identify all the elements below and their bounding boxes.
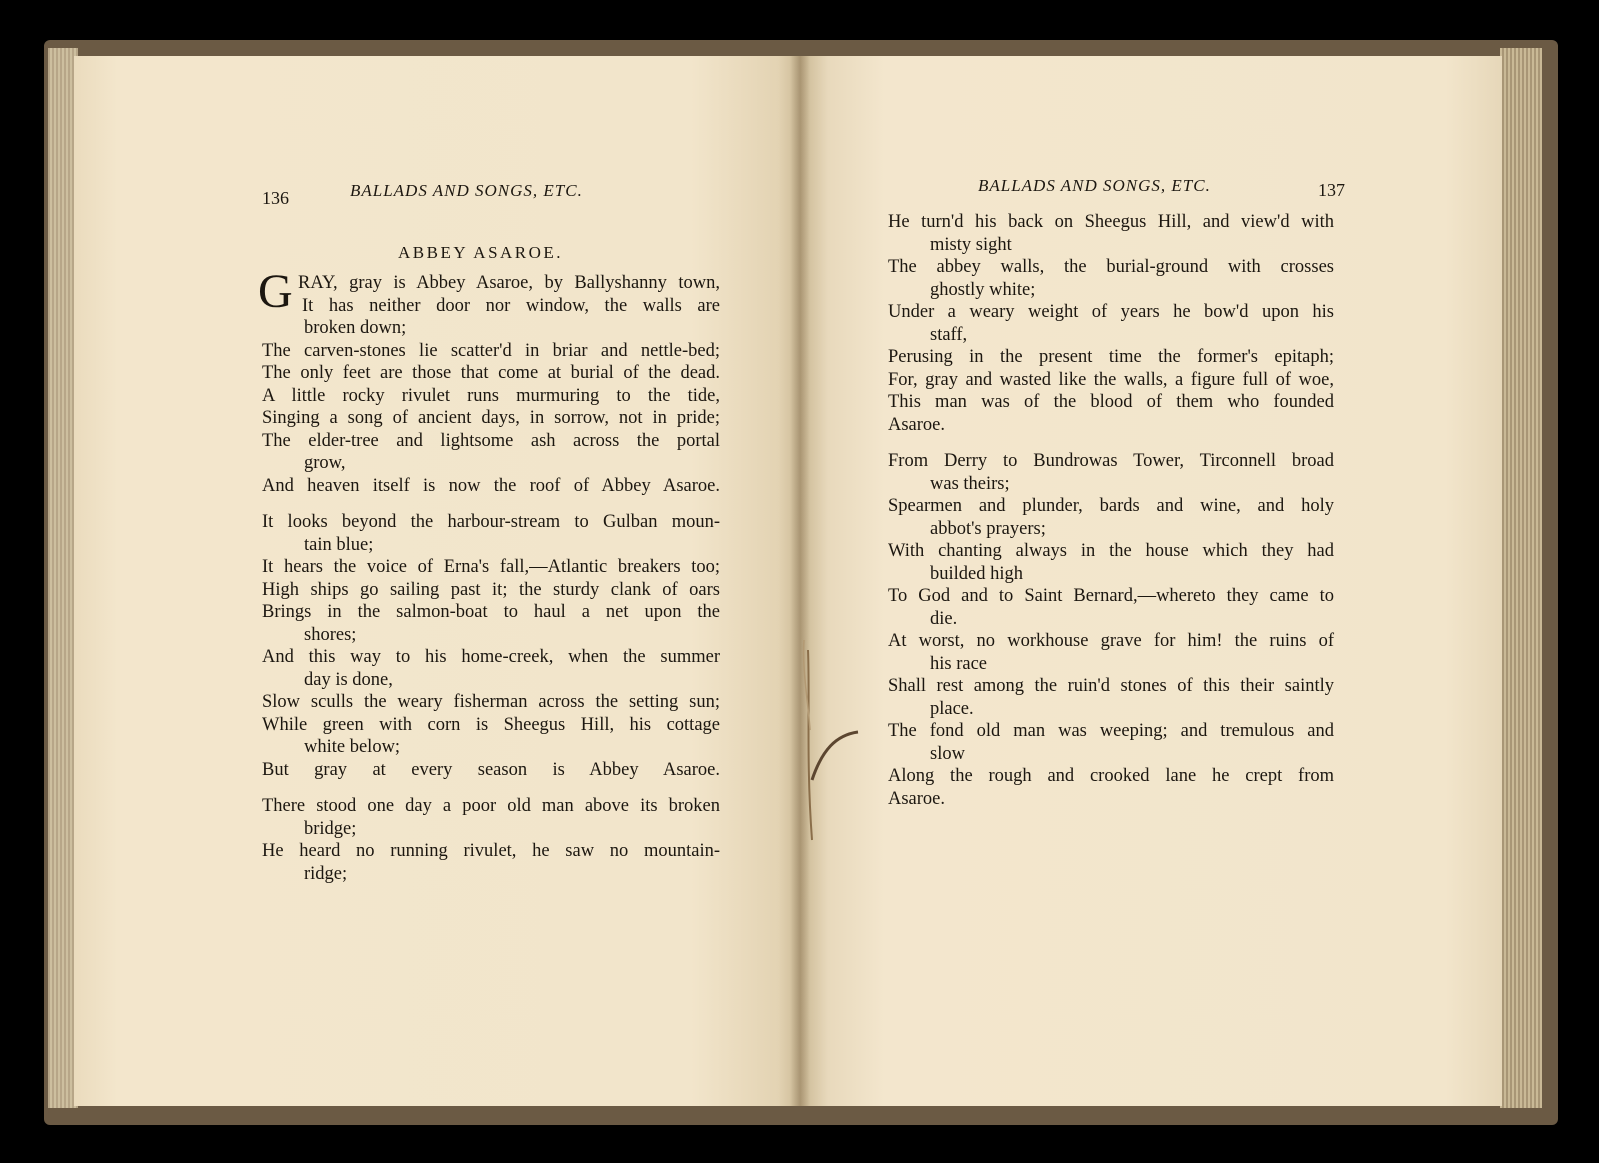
poem-line: Spearmen and plunder, bards and wine, and holy xyxy=(888,496,1334,516)
poem-line: While green with corn is Sheegus Hill, his cottage xyxy=(262,714,720,735)
poem-title: ABBEY ASAROE. xyxy=(398,243,564,262)
running-header-right: BALLADS AND SONGS, ETC. xyxy=(978,176,1211,195)
poem-line: The carven-stones lie scatter'd in briar and nettle-bed; xyxy=(262,340,720,361)
drop-cap: G xyxy=(258,265,293,318)
poem-line: Shall rest among the ruin'd stones of this their saintly xyxy=(888,676,1334,696)
right-poem-text xyxy=(888,211,1334,810)
poem-line: ridge; xyxy=(304,863,348,884)
poem-line: Brings in the salmon-boat to haul a net upon the xyxy=(262,602,720,622)
poem-line: Perusing in the present time the former's epitaph; xyxy=(888,347,1334,367)
poem-line: tain blue; xyxy=(304,534,374,555)
poem-line: bridge; xyxy=(304,818,357,839)
page-edges-right xyxy=(1500,48,1542,1108)
poem-line: ghostly white; xyxy=(930,279,1036,300)
stanza-gap xyxy=(262,497,720,511)
poem-line: Asaroe. xyxy=(888,414,946,435)
poem-line: A little rocky rivulet runs murmuring to the tide, xyxy=(262,385,720,406)
poem-line: broken down; xyxy=(304,318,407,338)
page-number-left: 136 xyxy=(262,188,289,208)
poem-line: There stood one day a poor old man above its broken xyxy=(262,796,720,816)
pressed-stem xyxy=(800,640,860,850)
poem-line: High ships go sailing past it; the sturdy clank of oars xyxy=(262,579,720,600)
book-gutter xyxy=(790,56,810,1106)
poem-line: It hears the voice of Erna's fall,—Atlantic breakers too; xyxy=(262,557,720,577)
poem-line: And heaven itself is now the roof of Abbey Asaroe. xyxy=(262,475,720,496)
stanza-gap xyxy=(262,781,720,795)
poem-line: It has neither door nor window, the walls are xyxy=(302,295,720,316)
page-number-right: 137 xyxy=(1318,180,1345,200)
poem-line: This man was of the blood of them who founded xyxy=(888,392,1334,412)
left-poem-text xyxy=(258,265,720,885)
poem-line: And this way to his home-creek, when the summer xyxy=(262,647,720,667)
poem-line: To God and to Saint Bernard,—whereto they came to xyxy=(888,586,1334,606)
poem-line: shores; xyxy=(304,624,357,645)
stanza-gap xyxy=(888,436,1334,450)
poem-line: The fond old man was weeping; and tremulous and xyxy=(888,721,1334,741)
poem-line: Slow sculls the weary fisherman across the setting sun; xyxy=(262,692,720,712)
poem-line: He turn'd his back on Sheegus Hill, and view'd with xyxy=(888,212,1334,232)
poem-line: From Derry to Bundrowas Tower, Tirconnell broad xyxy=(888,451,1334,471)
poem-line: But gray at every season is Abbey Asaroe. xyxy=(262,759,720,780)
poem-line: At worst, no workhouse grave for him! the ruins of xyxy=(888,631,1334,651)
poem-line: The elder-tree and lightsome ash across the portal xyxy=(262,430,720,451)
poem-line: day is done, xyxy=(304,669,393,690)
poem-line: his race xyxy=(930,653,988,674)
poem-line: die. xyxy=(930,608,958,629)
poem-line: Singing a song of ancient days, in sorrow, not in pride; xyxy=(262,408,720,428)
poem-line: The abbey walls, the burial-ground with crosses xyxy=(888,257,1334,277)
poem-line: Under a weary weight of years he bow'd upon his xyxy=(888,302,1334,322)
poem-line: Asaroe. xyxy=(888,788,946,809)
poem-line: He heard no running rivulet, he saw no mountain- xyxy=(262,841,720,861)
poem-line: white below; xyxy=(304,737,401,757)
poem-line: abbot's prayers; xyxy=(930,518,1046,539)
poem-line: With chanting always in the house which they had xyxy=(888,541,1334,561)
poem-line: It looks beyond the harbour-stream to Gulban moun- xyxy=(262,512,720,532)
poem-line: was theirs; xyxy=(930,473,1010,494)
poem-line: RAY, gray is Abbey Asaroe, by Ballyshanny town, xyxy=(298,273,720,293)
running-header-left: BALLADS AND SONGS, ETC. xyxy=(350,181,583,200)
poem-line: grow, xyxy=(304,453,346,473)
poem-line: The only feet are those that come at burial of the dead. xyxy=(262,363,720,383)
poem-line: Along the rough and crooked lane he crept from xyxy=(888,766,1334,786)
poem-line: builded high xyxy=(930,563,1024,584)
poem-line: slow xyxy=(930,743,965,764)
poem-line: For, gray and wasted like the walls, a figure full of woe, xyxy=(888,369,1334,390)
poem-line: staff, xyxy=(930,324,968,345)
poem-line: misty sight xyxy=(930,234,1012,255)
poem-line: place. xyxy=(930,698,974,719)
